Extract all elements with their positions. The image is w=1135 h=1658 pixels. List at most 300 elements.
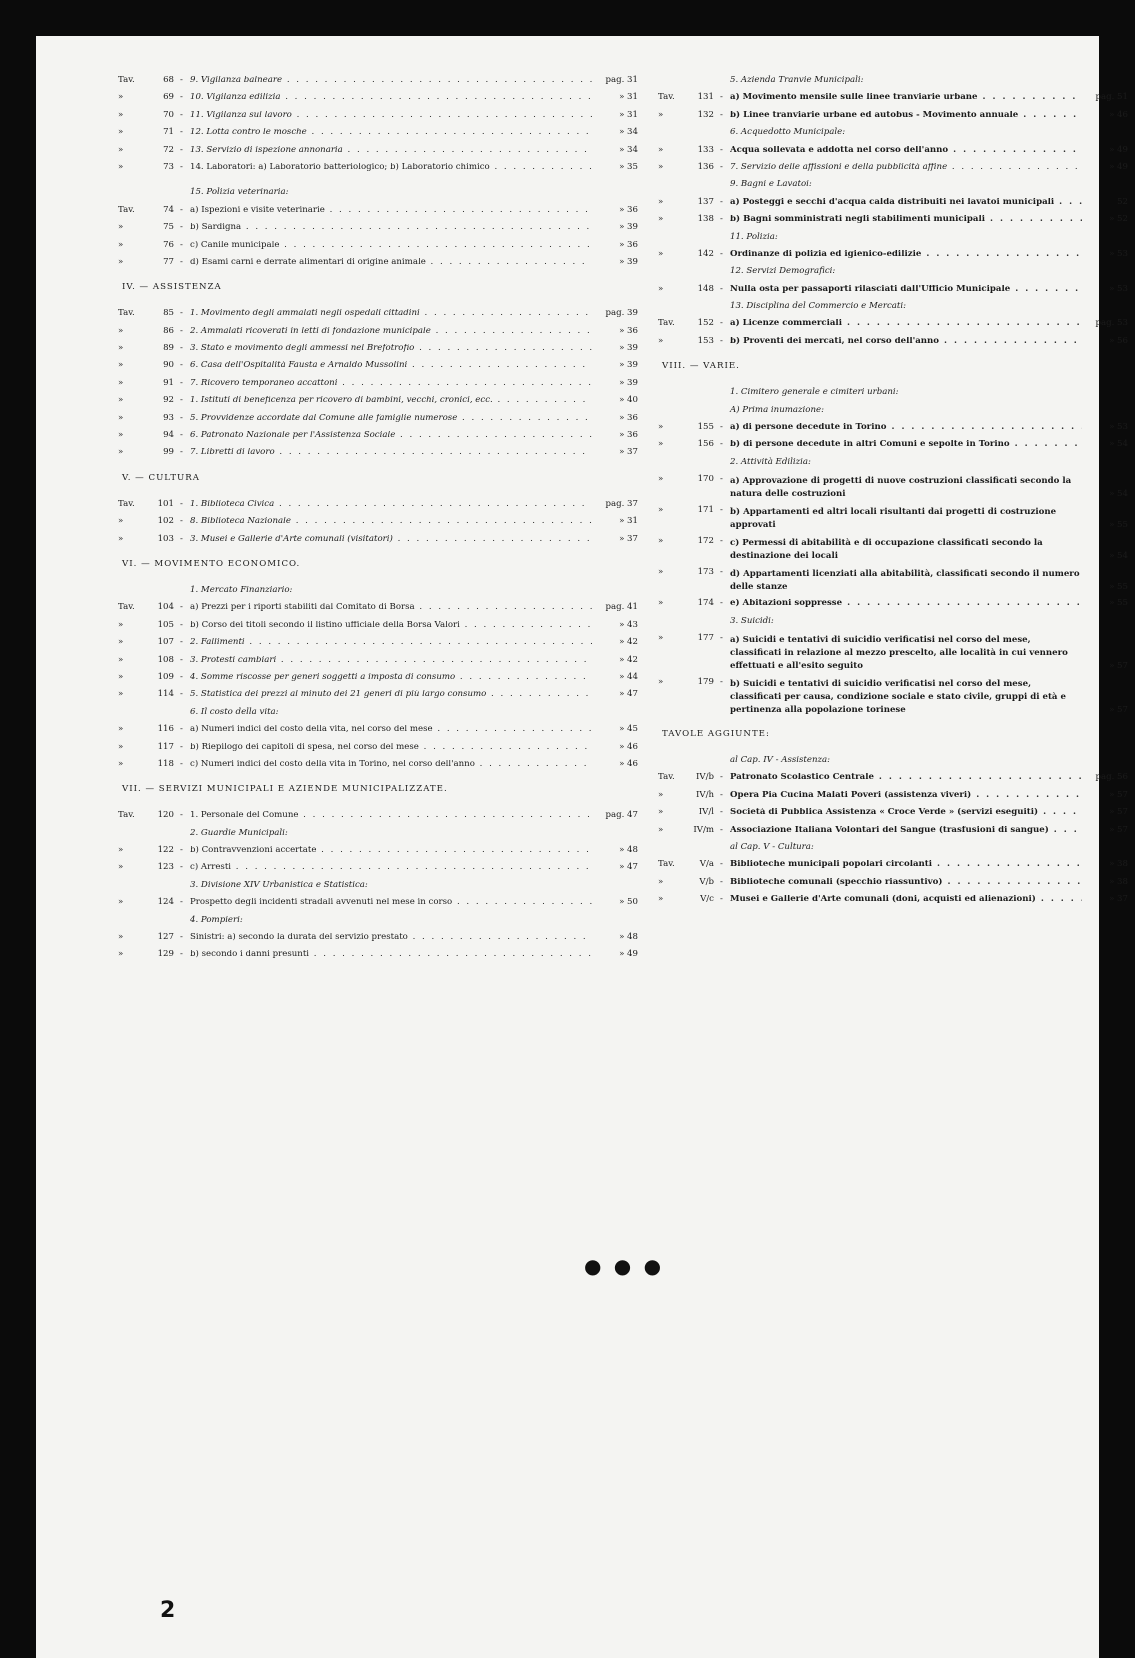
entry-table-number: 152 bbox=[697, 318, 714, 329]
section-heading: IV. — ASSISTENZA bbox=[122, 282, 222, 293]
entry-dash: - bbox=[180, 619, 183, 630]
entry-page: » 37 bbox=[1109, 894, 1128, 905]
entry-dash: - bbox=[720, 214, 723, 225]
entry-dash: - bbox=[180, 654, 183, 665]
entry-title: Biblioteche comunali (specchio riassuntivo) . . . bbox=[730, 878, 1082, 887]
entry-dash: - bbox=[720, 807, 723, 818]
entry-page: » 54 bbox=[1109, 439, 1128, 450]
entry-table-number: IV/m bbox=[693, 824, 714, 835]
entry-page: » 55 bbox=[1109, 582, 1128, 593]
entry-table-number: 86 bbox=[163, 325, 174, 336]
entry-title: Musei e Gallerie d'Arte comunali (doni, acquisti ed alienazioni) . . . bbox=[730, 895, 1082, 904]
subsection-heading: A) Prima inumazione: bbox=[730, 404, 824, 415]
entry-page: » 39 bbox=[619, 256, 638, 267]
index-entry bbox=[118, 431, 638, 448]
index-entry bbox=[118, 673, 638, 690]
entry-page: » 36 bbox=[619, 412, 638, 423]
index-entry bbox=[118, 448, 638, 465]
entry-title: 13. Servizio di ispezione annonaria . . . bbox=[190, 146, 592, 155]
entry-dash: - bbox=[180, 109, 183, 120]
index-entry bbox=[118, 621, 638, 638]
entry-dash: - bbox=[180, 127, 183, 138]
entry-dash: - bbox=[180, 204, 183, 215]
entry-table-label: » bbox=[118, 619, 124, 630]
subsection-heading: 6. Acquedotto Municipale: bbox=[730, 127, 846, 138]
entry-table-number: 156 bbox=[697, 439, 714, 450]
entry-dash: - bbox=[720, 789, 723, 800]
index-entry bbox=[118, 206, 638, 223]
entry-table-label: » bbox=[658, 567, 664, 578]
entry-table-label: » bbox=[118, 92, 124, 103]
entry-dash: - bbox=[180, 239, 183, 250]
entry-title: b) Suicidi e tentativi di suicidio verificatisi nel corso del mese, classificati per causa, condizione sociale e stato civile, gruppi di età e pertinenza alla popolazione torinese bbox=[730, 678, 1066, 715]
entry-table-label: » bbox=[118, 671, 124, 682]
entry-page: » 50 bbox=[619, 897, 638, 908]
entry-page: » 43 bbox=[619, 619, 638, 630]
entry-dash: - bbox=[720, 567, 723, 578]
subsection-heading: 12. Servizi Demografici: bbox=[730, 266, 836, 277]
entry-page: » 31 bbox=[619, 109, 638, 120]
entry-page: » 49 bbox=[619, 949, 638, 960]
entry-table-number: 73 bbox=[163, 161, 174, 172]
index-entry bbox=[118, 950, 638, 967]
entry-title: 2. Fallimenti . . . bbox=[190, 638, 592, 647]
entry-page: » 34 bbox=[619, 144, 638, 155]
entry-table-number: 117 bbox=[157, 741, 174, 752]
entry-table-label: » bbox=[658, 876, 664, 887]
entry-table-number: IV/h bbox=[695, 789, 714, 800]
subsection-heading: 3. Divisione XIV Urbanistica e Statistica: bbox=[190, 879, 368, 890]
entry-table-label: » bbox=[118, 758, 124, 769]
entry-table-number: 91 bbox=[163, 377, 174, 388]
ornament-dots: ● ● ● bbox=[584, 1254, 665, 1278]
entry-table-label: » bbox=[118, 845, 124, 856]
index-entry bbox=[658, 163, 1128, 180]
entry-dash: - bbox=[180, 161, 183, 172]
entry-title: b) Corso dei titoli secondo il listino ufficiale della Borsa Valori . . . bbox=[190, 621, 592, 630]
entry-title: c) Permessi di abitabilità e di occupazione classificati secondo la destinazione dei locali bbox=[730, 538, 1043, 562]
entry-dash: - bbox=[720, 422, 723, 433]
entry-table-label: » bbox=[658, 161, 664, 172]
entry-table-number: 76 bbox=[163, 239, 174, 250]
entry-title: b) di persone decedute in altri Comuni e sepolte in Torino . . . bbox=[730, 440, 1082, 449]
entry-table-label: » bbox=[658, 196, 664, 207]
entry-table-number: 90 bbox=[163, 360, 174, 371]
entry-table-label: Tav. bbox=[118, 498, 135, 509]
index-entry bbox=[118, 309, 638, 326]
index-entry bbox=[118, 241, 638, 258]
entry-table-label: » bbox=[658, 536, 664, 547]
entry-title: 11. Vigilanza sul lavoro . . . bbox=[190, 111, 592, 120]
entry-title: 4. Somme riscosse per generi soggetti a imposta di consumo . . . bbox=[190, 673, 592, 682]
entry-table-number: 116 bbox=[157, 724, 174, 735]
entry-dash: - bbox=[180, 810, 183, 821]
entry-table-label: » bbox=[658, 439, 664, 450]
entry-page: » 47 bbox=[619, 689, 638, 700]
entry-title: a) Movimento mensile sulle linee tranviarie urbane . . . bbox=[730, 93, 1082, 102]
entry-page: pag. 47 bbox=[605, 810, 638, 821]
subsection-heading: al Cap. IV - Assistenza: bbox=[730, 754, 831, 765]
subsection-heading: 4. Pompieri: bbox=[190, 914, 243, 925]
index-entry bbox=[118, 396, 638, 413]
entry-table-label: » bbox=[118, 689, 124, 700]
entry-table-label: » bbox=[118, 949, 124, 960]
entry-table-number: 75 bbox=[163, 222, 174, 233]
entry-table-number: 72 bbox=[163, 144, 174, 155]
entry-title: b) secondo i danni presunti . . . bbox=[190, 950, 592, 959]
index-entry bbox=[658, 808, 1128, 825]
entry-dash: - bbox=[180, 689, 183, 700]
entry-table-label: » bbox=[658, 335, 664, 346]
entry-dash: - bbox=[720, 318, 723, 329]
subsection-heading: 2. Guardie Municipali: bbox=[190, 827, 288, 838]
entry-table-number: 127 bbox=[157, 932, 174, 943]
entry-table-number: 171 bbox=[697, 505, 714, 516]
entry-page: » 49 bbox=[1109, 144, 1128, 155]
entry-table-label: Tav. bbox=[658, 318, 675, 329]
entry-page: » 55 bbox=[1109, 598, 1128, 609]
entry-dash: - bbox=[180, 602, 183, 613]
entry-table-label: » bbox=[118, 222, 124, 233]
entry-page: » 42 bbox=[619, 637, 638, 648]
index-entry bbox=[658, 285, 1128, 302]
entry-page: » 39 bbox=[619, 343, 638, 354]
entry-title: 10. Vigilanza edilizia . . . bbox=[190, 93, 592, 102]
entry-table-label: » bbox=[118, 654, 124, 665]
entry-table-number: 107 bbox=[157, 637, 174, 648]
entry-page: » 46 bbox=[1109, 109, 1128, 120]
entry-table-number: V/a bbox=[699, 859, 714, 870]
entry-table-label: » bbox=[118, 741, 124, 752]
entry-dash: - bbox=[720, 161, 723, 172]
entry-table-number: 92 bbox=[163, 395, 174, 406]
index-entry bbox=[658, 826, 1128, 843]
entry-table-number: 109 bbox=[157, 671, 174, 682]
index-entry bbox=[118, 128, 638, 145]
entry-table-number: V/c bbox=[700, 894, 714, 905]
entry-page: » 36 bbox=[619, 239, 638, 250]
entry-table-label: » bbox=[658, 894, 664, 905]
entry-dash: - bbox=[180, 325, 183, 336]
entry-table-number: 122 bbox=[157, 845, 174, 856]
entry-table-number: 120 bbox=[157, 810, 174, 821]
index-entry bbox=[658, 146, 1128, 163]
entry-title: a) Posteggi e secchi d'acqua calda distribuiti nei lavatoi municipali . . . bbox=[730, 198, 1082, 207]
entry-title: 3. Stato e movimento degli ammessi nel Brefotrofio . . . bbox=[190, 344, 592, 353]
entry-table-label: Tav. bbox=[658, 772, 675, 783]
entry-title: 1. Personale del Comune . . . bbox=[190, 811, 592, 820]
section-heading: V. — CULTURA bbox=[122, 472, 200, 483]
entry-page: » 37 bbox=[619, 533, 638, 544]
entry-table-number: 153 bbox=[697, 335, 714, 346]
entry-table-label: » bbox=[658, 824, 664, 835]
entry-table-label: » bbox=[658, 474, 664, 485]
entry-title: 1. Biblioteca Civica . . . bbox=[190, 500, 592, 509]
index-entry bbox=[658, 423, 1128, 440]
entry-table-number: 174 bbox=[697, 598, 714, 609]
entry-table-label: » bbox=[118, 325, 124, 336]
entry-dash: - bbox=[180, 92, 183, 103]
index-entry bbox=[118, 258, 638, 275]
index-entry bbox=[658, 440, 1128, 457]
entry-table-label: » bbox=[658, 422, 664, 433]
entry-dash: - bbox=[180, 724, 183, 735]
entry-title: 7. Libretti di lavoro . . . bbox=[190, 448, 592, 457]
entry-title: b) Appartamenti ed altri locali risultanti dai progetti di costruzione approvati bbox=[730, 507, 1057, 531]
entry-title: Ordinanze di polizia ed igienico-edilizie . . . bbox=[730, 250, 1082, 259]
entry-table-number: 103 bbox=[157, 533, 174, 544]
entry-page: pag. 39 bbox=[605, 308, 638, 319]
entry-dash: - bbox=[180, 360, 183, 371]
entry-table-number: 105 bbox=[157, 619, 174, 630]
entry-title: a) Licenze commerciali . . . bbox=[730, 319, 1082, 328]
index-entry bbox=[118, 535, 638, 552]
entry-title: 3. Protesti cambiari . . . bbox=[190, 656, 592, 665]
entry-table-label: » bbox=[658, 144, 664, 155]
entry-table-label: Tav. bbox=[658, 92, 675, 103]
index-entry bbox=[118, 811, 638, 828]
subsection-heading: 13. Disciplina del Commercio e Mercati: bbox=[730, 301, 907, 312]
index-entry bbox=[118, 500, 638, 517]
entry-title: a) Approvazione di progetti di nuove costruzioni classificati secondo la natura delle costruzioni bbox=[730, 476, 1072, 500]
entry-table-number: 138 bbox=[697, 214, 714, 225]
entry-title: 5. Statistica dei prezzi al minuto dei 21 generi di più largo consumo . . . bbox=[190, 690, 592, 699]
index-entry bbox=[658, 111, 1128, 128]
entry-table-label: » bbox=[118, 430, 124, 441]
entry-table-label: » bbox=[658, 283, 664, 294]
entry-table-number: 133 bbox=[697, 144, 714, 155]
entry-dash: - bbox=[720, 109, 723, 120]
index-entry bbox=[658, 878, 1128, 895]
entry-title: d) Appartamenti licenziati alla abitabilità, classificati secondo il numero delle stanze bbox=[730, 569, 1080, 593]
entry-page: » 48 bbox=[619, 845, 638, 856]
index-entry bbox=[658, 791, 1128, 808]
entry-table-label: » bbox=[118, 360, 124, 371]
entry-title: Prospetto degli incidenti stradali avvenuti nel mese in corso . . . bbox=[190, 898, 592, 907]
entry-page: » 38 bbox=[1109, 876, 1128, 887]
entry-dash: - bbox=[180, 447, 183, 458]
index-entry bbox=[658, 678, 1128, 722]
section-heading: VII. — SERVIZI MUNICIPALI E AZIENDE MUNICIPALIZZATE. bbox=[122, 784, 448, 795]
entry-table-number: 124 bbox=[157, 897, 174, 908]
entry-dash: - bbox=[720, 824, 723, 835]
entry-page: pag. 31 bbox=[605, 75, 638, 85]
entry-table-number: 102 bbox=[157, 516, 174, 527]
entry-table-number: 131 bbox=[697, 92, 714, 103]
entry-dash: - bbox=[180, 395, 183, 406]
entry-table-number: 85 bbox=[163, 308, 174, 319]
index-entry bbox=[118, 379, 638, 396]
entry-table-label: » bbox=[118, 637, 124, 648]
entry-dash: - bbox=[180, 862, 183, 873]
entry-title: a) Suicidi e tentativi di suicidio verificatisi nel corso del mese, classificati in relazione al mezzo prescelto, alle località in cui vennero effettuati e all'esito seguito bbox=[730, 634, 1068, 671]
entry-table-label: Tav. bbox=[118, 204, 135, 215]
entry-page: » 31 bbox=[619, 92, 638, 103]
entry-dash: - bbox=[180, 758, 183, 769]
entry-dash: - bbox=[180, 741, 183, 752]
entry-page: 52 bbox=[1117, 196, 1128, 207]
entry-table-label: » bbox=[118, 127, 124, 138]
index-entry bbox=[118, 76, 638, 93]
entry-dash: - bbox=[180, 949, 183, 960]
entry-dash: - bbox=[720, 439, 723, 450]
index-entry bbox=[658, 319, 1128, 336]
entry-dash: - bbox=[720, 772, 723, 783]
entry-title: Associazione Italiana Volontari del Sangue (trasfusioni di sangue) . . . bbox=[730, 826, 1082, 835]
entry-title: b) Riepilogo dei capitoli di spesa, nel corso del mese . . . bbox=[190, 743, 592, 752]
section-heading: VI. — MOVIMENTO ECONOMICO. bbox=[122, 558, 301, 569]
subsection-heading: 15. Polizia veterinaria: bbox=[190, 187, 289, 198]
section-heading: TAVOLE AGGIUNTE: bbox=[662, 728, 770, 739]
entry-title: 14. Laboratori: a) Laboratorio batteriologico; b) Laboratorio chimico . . . bbox=[190, 163, 592, 172]
entry-title: Sinistri: a) secondo la durata del servizio prestato . . . bbox=[190, 933, 592, 942]
index-entry bbox=[118, 327, 638, 344]
index-entry bbox=[118, 603, 638, 620]
entry-table-label: » bbox=[118, 516, 124, 527]
entry-dash: - bbox=[180, 412, 183, 423]
entry-title: 5. Provvidenze accordate dal Comune alle famiglie numerose . . . bbox=[190, 414, 592, 423]
entry-table-label: » bbox=[118, 862, 124, 873]
index-entry bbox=[118, 656, 638, 673]
entry-dash: - bbox=[180, 897, 183, 908]
entry-dash: - bbox=[180, 845, 183, 856]
entry-table-label: » bbox=[658, 598, 664, 609]
index-entry bbox=[118, 898, 638, 915]
entry-page: » 31 bbox=[619, 516, 638, 527]
entry-table-number: 108 bbox=[157, 654, 174, 665]
entry-table-label: » bbox=[658, 248, 664, 259]
entry-title: 8. Biblioteca Nazionale . . . bbox=[190, 517, 592, 526]
entry-title: 9. Vigilanza balneare . . . bbox=[190, 76, 592, 85]
entry-table-number: 89 bbox=[163, 343, 174, 354]
entry-dash: - bbox=[180, 343, 183, 354]
entry-title: b) Bagni somministrati negli stabilimenti municipali . . . bbox=[730, 215, 1082, 224]
entry-table-number: 104 bbox=[157, 602, 174, 613]
entry-page: pag. 56 bbox=[1095, 772, 1128, 783]
entry-page: » 36 bbox=[619, 325, 638, 336]
index-entry bbox=[118, 93, 638, 110]
subsection-heading: 6. Il costo della vita: bbox=[190, 706, 279, 717]
entry-table-number: 114 bbox=[157, 689, 174, 700]
index-entry bbox=[658, 93, 1128, 110]
entry-page: » 40 bbox=[619, 395, 638, 406]
entry-page: » 39 bbox=[619, 222, 638, 233]
entry-dash: - bbox=[180, 498, 183, 509]
entry-dash: - bbox=[720, 859, 723, 870]
entry-page: » 37 bbox=[619, 447, 638, 458]
entry-title: b) Proventi dei mercati, nel corso dell'anno . . . bbox=[730, 337, 1082, 346]
entry-table-number: V/b bbox=[699, 876, 714, 887]
entry-dash: - bbox=[180, 637, 183, 648]
entry-page: » 56 bbox=[1109, 335, 1128, 346]
index-entry bbox=[658, 506, 1128, 537]
entry-title: Acqua sollevata e addotta nel corso dell'anno . . . bbox=[730, 146, 1082, 155]
entry-title: b) Sardigna . . . bbox=[190, 223, 592, 232]
entry-dash: - bbox=[720, 676, 723, 687]
entry-table-label: » bbox=[658, 632, 664, 643]
entry-table-label: » bbox=[118, 343, 124, 354]
entry-dash: - bbox=[180, 75, 183, 85]
index-entry bbox=[118, 146, 638, 163]
entry-table-number: 94 bbox=[163, 430, 174, 441]
subsection-heading: 2. Attività Edilizia: bbox=[730, 456, 811, 467]
entry-table-number: 136 bbox=[697, 161, 714, 172]
entry-title: c) Arresti . . . bbox=[190, 863, 592, 872]
document-page bbox=[36, 36, 1128, 1658]
entry-title: c) Numeri indici del costo della vita in Torino, nel corso dell'anno . . . bbox=[190, 760, 592, 769]
entry-table-number: 170 bbox=[697, 474, 714, 485]
entry-table-label: Tav. bbox=[118, 308, 135, 319]
entry-table-number: IV/b bbox=[696, 772, 714, 783]
entry-title: Nulla osta per passaporti rilasciati dall'Ufficio Municipale . . . bbox=[730, 285, 1082, 294]
entry-table-number: 68 bbox=[163, 75, 174, 85]
index-entry bbox=[118, 223, 638, 240]
entry-dash: - bbox=[180, 222, 183, 233]
entry-dash: - bbox=[180, 144, 183, 155]
entry-dash: - bbox=[720, 536, 723, 547]
entry-page: » 57 bbox=[1109, 704, 1128, 715]
entry-table-label: » bbox=[658, 676, 664, 687]
entry-table-number: IV/l bbox=[698, 807, 714, 818]
entry-title: Patronato Scolastico Centrale . . . bbox=[730, 773, 1082, 782]
entry-table-number: 142 bbox=[697, 248, 714, 259]
subsection-heading: 5. Azienda Tranvie Municipali: bbox=[730, 75, 864, 85]
entry-table-number: 93 bbox=[163, 412, 174, 423]
entry-table-label: » bbox=[118, 377, 124, 388]
entry-table-number: 69 bbox=[163, 92, 174, 103]
entry-page: » 34 bbox=[619, 127, 638, 138]
entry-title: 3. Musei e Gallerie d'Arte comunali (visitatori) . . . bbox=[190, 535, 592, 544]
subsection-heading: 1. Mercato Finanziario: bbox=[190, 584, 293, 595]
entry-page: » 46 bbox=[619, 741, 638, 752]
section-heading: VIII. — VARIE. bbox=[662, 361, 740, 372]
entry-title: 2. Ammalati ricoverati in letti di fondazione municipale . . . bbox=[190, 327, 592, 336]
page-number: 2 bbox=[160, 1598, 176, 1623]
entry-page: » 49 bbox=[1109, 161, 1128, 172]
entry-page: » 36 bbox=[619, 430, 638, 441]
entry-title: Biblioteche municipali popolari circolanti . . . bbox=[730, 860, 1082, 869]
entry-title: 12. Lotta contro le mosche . . . bbox=[190, 128, 592, 137]
index-entry bbox=[658, 337, 1128, 354]
entry-table-number: 132 bbox=[697, 109, 714, 120]
entry-table-number: 148 bbox=[697, 283, 714, 294]
entry-dash: - bbox=[720, 505, 723, 516]
entry-table-label: » bbox=[118, 897, 124, 908]
entry-dash: - bbox=[180, 308, 183, 319]
entry-table-label: » bbox=[658, 505, 664, 516]
index-entry bbox=[118, 638, 638, 655]
entry-title: b) Contravvenzioni accertate . . . bbox=[190, 846, 592, 855]
index-entry bbox=[658, 537, 1128, 568]
entry-page: pag. 53 bbox=[1095, 318, 1128, 329]
entry-page: » 52 bbox=[1109, 214, 1128, 225]
index-entry bbox=[118, 163, 638, 180]
entry-table-label: » bbox=[118, 724, 124, 735]
entry-page: » 44 bbox=[619, 671, 638, 682]
index-entry bbox=[118, 725, 638, 742]
index-entry bbox=[658, 895, 1128, 912]
entry-page: » 54 bbox=[1109, 489, 1128, 500]
entry-page: » 55 bbox=[1109, 520, 1128, 531]
entry-page: » 53 bbox=[1109, 248, 1128, 259]
entry-table-label: » bbox=[118, 144, 124, 155]
entry-title: a) di persone decedute in Torino . . . bbox=[730, 423, 1082, 432]
entry-page: pag. 51 bbox=[1095, 92, 1128, 103]
index-column-right bbox=[658, 76, 1128, 913]
entry-dash: - bbox=[180, 430, 183, 441]
entry-table-label: Tav. bbox=[118, 810, 135, 821]
entry-page: » 53 bbox=[1109, 422, 1128, 433]
